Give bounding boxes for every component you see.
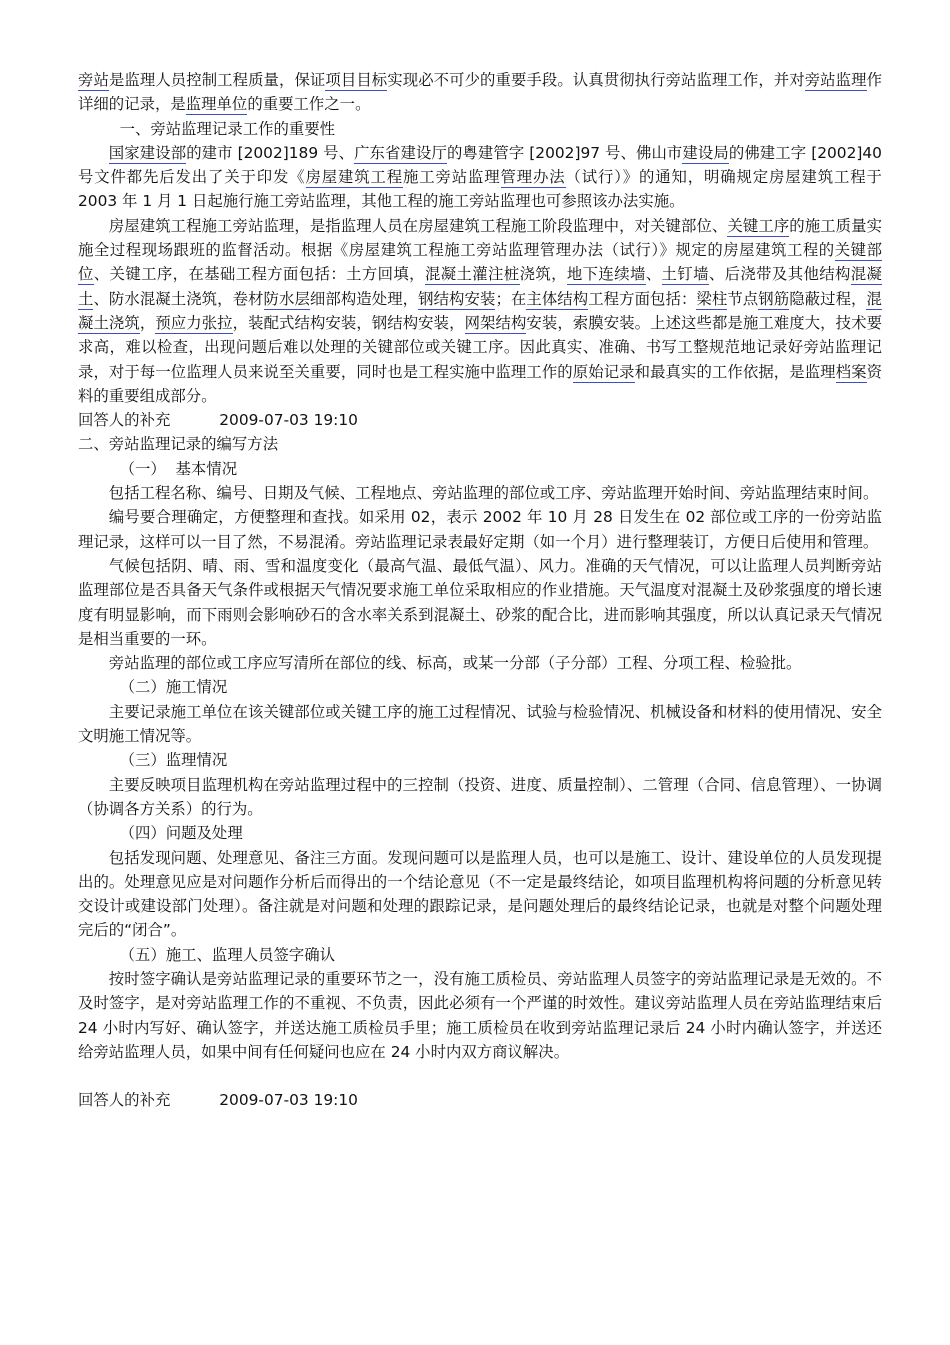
link-soil-nail-wall[interactable]: 土钉墙 xyxy=(661,265,709,284)
link-waterproof-layer[interactable]: 防水层 xyxy=(263,289,310,308)
body-paragraph: 房屋建筑工程施工旁站监理，是指监理人员在房屋建筑工程施工阶段监理中，对关键部位、关键工序的施工质量实施全过程现场跟班的监督活动。根据《房屋建筑工程施工旁站监理管理办法（试行）》规定的房屋建筑工程的关键部位、关键工序，在基础工程方面包括：土方回填，混凝土灌注桩浇筑，地下连续墙、土钉墙、后浇带及其他结构混凝土、防水混凝土浇筑，卷材防水层细部构造处理，钢结构安装；在主体结构工程方面包括：梁柱节点钢筋隐蔽过程，混凝土浇筑，预应力张拉，装配式结构安装，钢结构安装，网架结构安装，索膜安装。上述这些都是施工难度大，技术要求高，难以检查，出现问题后难以处理的关键部位或关键工序。因此真实、准确、书写工整规范地记录好旁站监理记录，对于每一位监理人员来说至关重要，同时也是工程实施中监理工作的原始记录和最真实的工作依据，是监理档案资料的重要组成部分。 xyxy=(78,216,882,405)
subsection-heading: （二）施工情况 xyxy=(119,678,228,697)
body-paragraph: 气候包括阴、晴、雨、雪和温度变化（最高气温、最低气温）、风力。准确的天气情况，可以让监理人员判断旁站监理部位是否具备天气条件或根据天气情况要求施工单位采取相应的作业措施。天气温度对混凝土及砂浆强度的增长速度有明显影响，而下雨则会影响砂石的含水率关系到混凝土、砂浆的配合比，进而影响其强度，所以认真记录天气情况是相当重要的一环。 xyxy=(78,556,882,648)
link-construction-bureau[interactable]: 建设局 xyxy=(682,143,729,162)
subsection-heading: （三）监理情况 xyxy=(119,751,228,770)
link-beam-column[interactable]: 梁柱 xyxy=(696,289,728,308)
document-page xyxy=(78,68,882,1112)
section-heading-1: 一、旁站监理记录工作的重要性 xyxy=(119,119,336,138)
link-concrete[interactable]: 混凝土 xyxy=(78,265,882,308)
body-paragraph: 包括发现问题、处理意见、备注三方面。发现问题可以是监理人员，也可以是施工、设计、建设单位的人员发现提出的。处理意见应是对问题作分析后而得出的一个结论意见（不一定是最终结论，如项目监理机构将问题的分析意见转交设计或建设部门处理）。备注就是对问题和处理的跟踪记录，是问题处理后的最终结论记录，也就是对整个问题处理完后的“闭合”。 xyxy=(78,848,882,940)
spacer xyxy=(78,1064,882,1088)
link-ministry[interactable]: 国家建设部 xyxy=(108,143,187,162)
body-paragraph: 旁站监理的部位或工序应写清所在部位的线、标高，或某一分部（子分部）工程、分项工程、检验批。 xyxy=(108,654,802,673)
link-diaphragm-wall[interactable]: 地下连续墙 xyxy=(566,265,646,284)
body-paragraph: 主要记录施工单位在该关键部位或关键工序的施工过程情况、试验与检验情况、机械设备和材料的使用情况、安全文明施工情况等。 xyxy=(78,702,882,746)
link-building-engineering[interactable]: 房屋建筑工程 xyxy=(305,168,403,187)
link-archive[interactable]: 档案 xyxy=(835,362,867,381)
link-space-frame[interactable]: 网架结构 xyxy=(464,313,527,332)
link-pangzhan-supervision[interactable]: 旁站监理 xyxy=(804,71,867,89)
link-project-goal[interactable]: 项目目标 xyxy=(325,71,388,89)
body-paragraph: 国家建设部的建市 [2002]189 号、广东省建设厅的粤建管字 [2002]97 号、佛山市建设局的佛建工字 [2002]40 号文件都先后发出了关于印发《房屋建筑工程施工旁站监理管理办法（试行）》的通知，明确规定房屋建筑工程于 2003 年 1 月 1 日起施行施工旁站监理，其他工程的施工旁站监理也可参照该办法实施。 xyxy=(78,143,882,211)
link-original-record[interactable]: 原始记录 xyxy=(572,362,635,381)
link-main-structure[interactable]: 主体结构 xyxy=(526,289,589,308)
link-concrete-pouring[interactable]: 混凝土浇筑 xyxy=(78,289,882,332)
body-paragraph: 主要反映项目监理机构在旁站监理过程中的三控制（投资、进度、质量控制）、二管理（合同、信息管理）、一协调（协调各方关系）的行为。 xyxy=(78,775,882,818)
link-management-measures[interactable]: 管理办法 xyxy=(500,168,566,187)
link-bored-pile[interactable]: 混凝土灌注桩 xyxy=(424,265,520,284)
section-heading-2: 二、旁站监理记录的编写方法 xyxy=(78,435,279,454)
answer-supplement-meta: 回答人的补充 2009-07-03 19:10 xyxy=(78,1091,358,1110)
link-pangzhan[interactable]: 旁站 xyxy=(78,71,109,89)
link-key-part[interactable]: 关键部位 xyxy=(78,241,882,284)
link-key-process[interactable]: 关键工序 xyxy=(727,216,790,235)
body-paragraph: 包括工程名称、编号、日期及气候、工程地点、旁站监理的部位或工序、旁站监理开始时间、旁站监理结束时间。 xyxy=(108,484,879,503)
link-supervision-unit[interactable]: 监理单位 xyxy=(185,95,248,114)
link-prestress[interactable]: 预应力张拉 xyxy=(155,313,233,332)
answer-supplement-meta: 回答人的补充 2009-07-03 19:10 xyxy=(78,411,358,430)
intro-paragraph: 旁站是监理人员控制工程质量，保证项目目标实现必不可少的重要手段。认真贯彻执行旁站监理工作，并对旁站监理作详细的记录，是监理单位的重要工作之一。 xyxy=(78,71,882,114)
subsection-heading: （五）施工、监理人员签字确认 xyxy=(119,945,336,964)
link-guangdong-dept[interactable]: 广东省建设厅 xyxy=(354,143,447,162)
body-paragraph: 按时签字确认是旁站监理记录的重要环节之一，没有施工质检员、旁站监理人员签字的旁站监理记录是无效的。不及时签字，是对旁站监理工作的不重视、不负责，因此必须有一个严谨的时效性。建议旁站监理人员在旁站监理结束后 24 小时内写好、确认签字，并送达施工质检员手里；施工质检员在收到旁站监理记录后 24 小时内确认签字，并送还给旁站监理人员，如果中间有任何疑问也应在 24 小时内双方商议解决。 xyxy=(78,969,882,1061)
body-paragraph: 编号要合理确定，方便整理和查找。如采用 02，表示 2002 年 10 月 28 日发生在 02 部位或工序的一份旁站监理记录，这样可以一目了然，不易混淆。旁站监理记录表最好定期（如一个月）进行整理装订，方便日后使用和管理。 xyxy=(78,508,882,551)
link-steel-installation[interactable]: 钢结构安装 xyxy=(418,289,496,308)
subsection-heading: （四）问题及处理 xyxy=(119,824,243,843)
link-rebar[interactable]: 钢筋 xyxy=(758,289,790,308)
subsection-heading: （一） 基本情况 xyxy=(119,459,238,478)
